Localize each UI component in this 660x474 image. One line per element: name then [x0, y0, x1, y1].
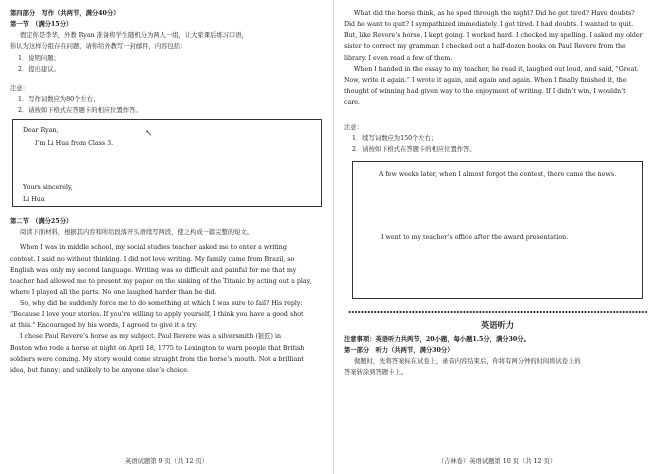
page-footer-right: （吉林卷）英语试题第 10 页（共 12 页） [437, 457, 557, 465]
passage-line: where I played all the parts. No one laughed harder than he did. [10, 288, 217, 296]
prompt-line: 你认为这样分组存在问题，请你给外教写一封邮件，内容包括： [10, 43, 187, 51]
listening-part-title: 第一部分 听力（共两节，满分30分） [344, 346, 454, 354]
note-item: 1．续写词数应为150个左右； [352, 135, 438, 143]
prompt-item: 2．提出建议。 [18, 65, 60, 73]
section-two-instruction: 阅读下面材料，根据其内容和所给段落开头语续写两段，使之构成一篇完整的短文。 [20, 229, 253, 237]
letter-answer-box[interactable] [12, 119, 322, 207]
passage-line: contest. I said no without thinking. I did not love writing. My family came from Brazil, so [10, 255, 295, 263]
passage-line: sister to correct my grammar. I checked out a half-dozen books on Paul Revere from the [344, 43, 626, 51]
passage-line: care. [344, 99, 361, 106]
note-item: 2．请按如下格式在答题卡的相应位置作答。 [352, 146, 476, 154]
listening-title: 英语听力 [480, 319, 515, 330]
passage-line: Boston who rode a horse at night on April 18, 1775 to Lexington to warn people that British [10, 344, 305, 352]
passage-line: thought of winning had given way to the enjoyment of writing. If I didn’t win, I wouldn’t [344, 87, 626, 95]
passage-line: idea, but funny; and unlikely to be anyone else’s choice. [10, 366, 190, 374]
letter-closing: Yours sincerely, [23, 184, 73, 191]
listening-instruction: 答案转涂到答题卡上。 [344, 368, 407, 376]
passage-line: So, why did he suddenly force me to do something at which I was sure to fail? His reply: [20, 300, 303, 307]
passage-line: I chose Paul Revere’s horse as my subject. Paul Revere was a silversmith (银匠) in [20, 333, 282, 341]
passage-line: English was only my second language. Writing was so difficult and painful for me that my [10, 266, 297, 274]
passage-line: teacher had allowed me to present my paper on the sinking of the Titanic by acting out a play, [10, 277, 312, 285]
dotted-separator [348, 310, 647, 314]
passage-line: But, like Revere’s horse, I kept going. I worked hard. I checked my spelling. I asked my older [344, 32, 643, 40]
page-footer-left: 英语试题第 9 页（共 12 页） [125, 457, 208, 465]
passage-line: Now, write it again.” I wrote it again, and again and again. When I finally finished it, the [344, 76, 627, 84]
prompt-line: 假定你是李华，外教 Ryan 准备将学生随机分为两人一组，让大家课后练习口语， [20, 32, 248, 40]
passage-line: When I was in middle school, my social studies teacher asked me to enter a writing [20, 244, 287, 252]
note-item: 1．写作词数应为80个左右； [18, 95, 100, 103]
notes-title: 注意： [10, 84, 29, 92]
notes-title: 注意： [344, 124, 363, 132]
passage-line: “Because I love your stories. If you’re willing to apply yourself, I think you have a good shot [10, 311, 304, 319]
listening-instruction: 做题时，先将答案标在试卷上，录音内容结束后，你将有两分钟的时间将试卷上的 [354, 357, 581, 365]
passage-line: Did he want to quit? I sympathized immediately. I got tired. I had doubts. I wanted to quit. [344, 21, 634, 29]
part-four-heading: 第四部分 写作（共两节，满分40分） [10, 10, 120, 17]
letter-opening: I’m Li Hua from Class 3. [35, 140, 114, 148]
passage-line: library. I even read a few of them. [344, 54, 453, 62]
continuation-answer-box[interactable] [352, 161, 643, 299]
mouse-cursor-icon: ↖ [145, 129, 153, 140]
passage-line: When I handed in the essay to my teacher, he read it, laughed out loud, and said, “Great. [354, 65, 639, 73]
prompt-item: 1．说明问题； [18, 54, 60, 62]
passage-line: What did the horse think, as he sped through the night? Did he get tired? Have doubts? [354, 10, 635, 17]
paragraph-starter-1: A few weeks later, when I almost forgot the contest, there came the news. [378, 170, 617, 178]
section-one-title: 第一节 （满分15分） [10, 21, 73, 29]
right-page [333, 0, 660, 474]
passage-line: at this.” Encouraged by his words, I agreed to give it a try. [10, 322, 198, 330]
letter-salutation: Dear Ryan, [23, 127, 59, 135]
passage-line: soldiers were coming. My story would come straight from the horse’s mouth. Not a brilliant [10, 355, 304, 363]
section-two-title: 第二节 （满分25分） [10, 218, 73, 226]
listening-notice: 注意事项：英语听力共两节，20小题，每小题1.5分，满分30分。 [344, 335, 530, 343]
letter-signature: Li Hua [23, 196, 45, 203]
paragraph-starter-2: I went to my teacher’s office after the award presentation. [381, 233, 569, 241]
note-item: 2．请按如下格式在答题卡的相应位置作答。 [18, 107, 142, 114]
